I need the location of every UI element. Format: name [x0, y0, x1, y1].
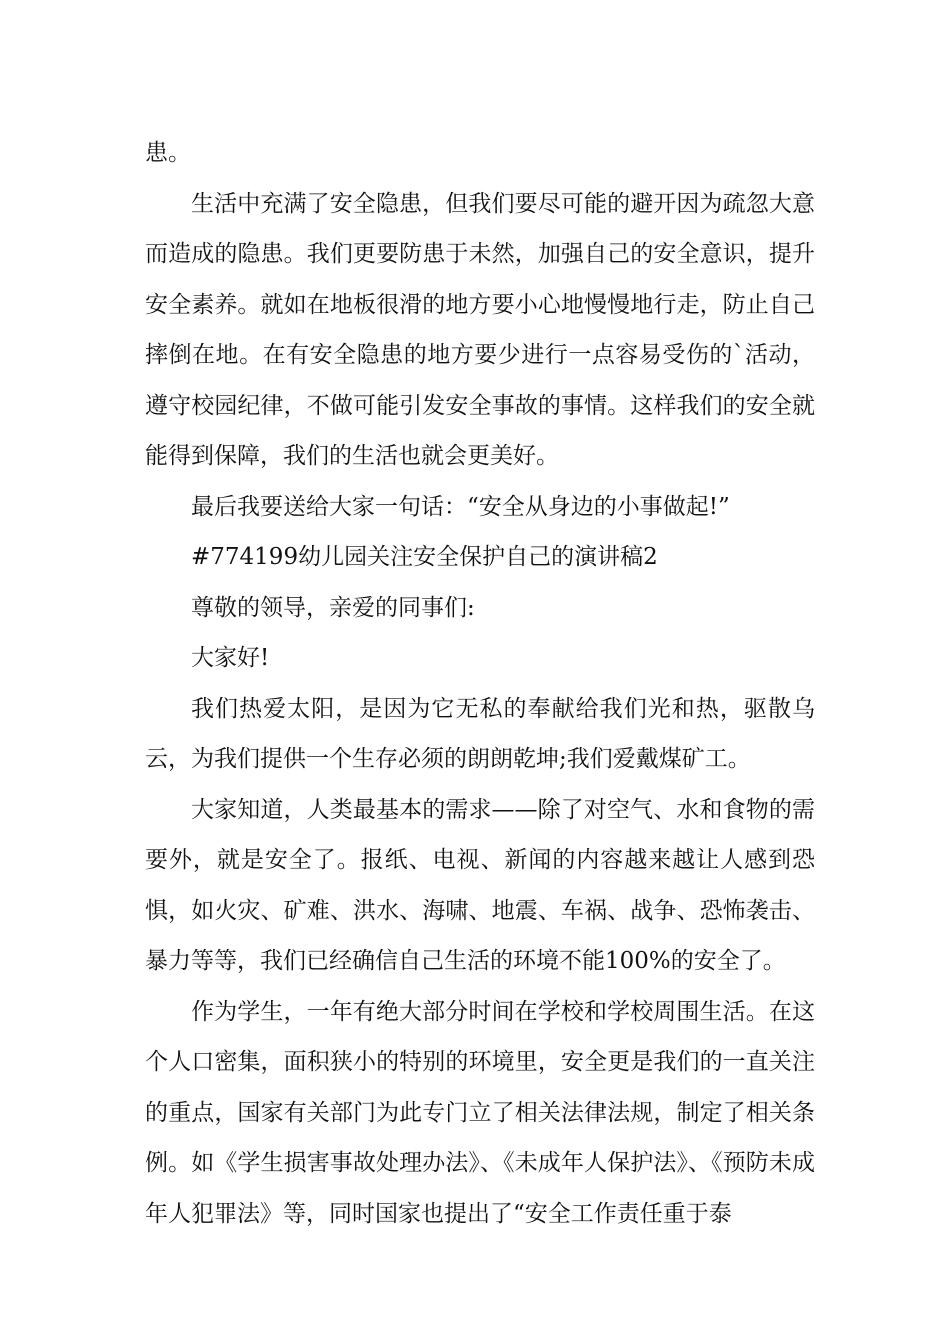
paragraph-1: 患。	[145, 140, 191, 166]
paragraph-3: 最后我要送给大家一句话：“安全从身边的小事做起!”	[191, 493, 730, 520]
paragraph-7: 我们热爱太阳，是因为它无私的奉献给我们光和热，驱散乌云，为我们提供一个生存必须的朗朗乾坤;我们爱戴煤矿工。	[145, 695, 815, 772]
paragraph-9: 作为学生，一年有绝大部分时间在学校和学校周围生活。在这个人口密集，面积狭小的特别的环境里，安全更是我们的一直关注的重点，国家有关部门为此专门立了相关法律法规，制定了相关条例。如《学生损害事故处理办法》、《未成年人保护法》、《预防未成年人犯罪法》等，同时国家也提出了“安全工作责任重于泰	[145, 998, 815, 1227]
greeting: 大家好!	[191, 645, 270, 671]
section-heading: #774199幼儿园关注安全保护自己的演讲稿2	[191, 544, 658, 570]
document-body	[145, 128, 815, 1239]
paragraph-2: 生活中充满了安全隐患，但我们要尽可能的避开因为疏忽大意而造成的隐患。我们更要防患于未然，加强自己的安全意识，提升安全素养。就如在地板很滑的地方要小心地慢慢地行走，防止自己摔倒在地。在有安全隐患的地方要少进行一点容易受伤的`活动，遵守校园纪律，不做可能引发安全事故的事情。这样我们的安全就能得到保障，我们的生活也就会更美好。	[145, 190, 815, 469]
paragraph-8: 大家知道，人类最基本的需求——除了对空气、水和食物的需要外，就是安全了。报纸、电视、新闻的内容越来越让人感到恐惧，如火灾、矿难、洪水、海啸、地震、车祸、战争、恐怖袭击、暴力等等，我们已经确信自己生活的环境不能100%的安全了。	[145, 796, 815, 974]
salutation: 尊敬的领导，亲爱的同事们:	[191, 594, 475, 621]
